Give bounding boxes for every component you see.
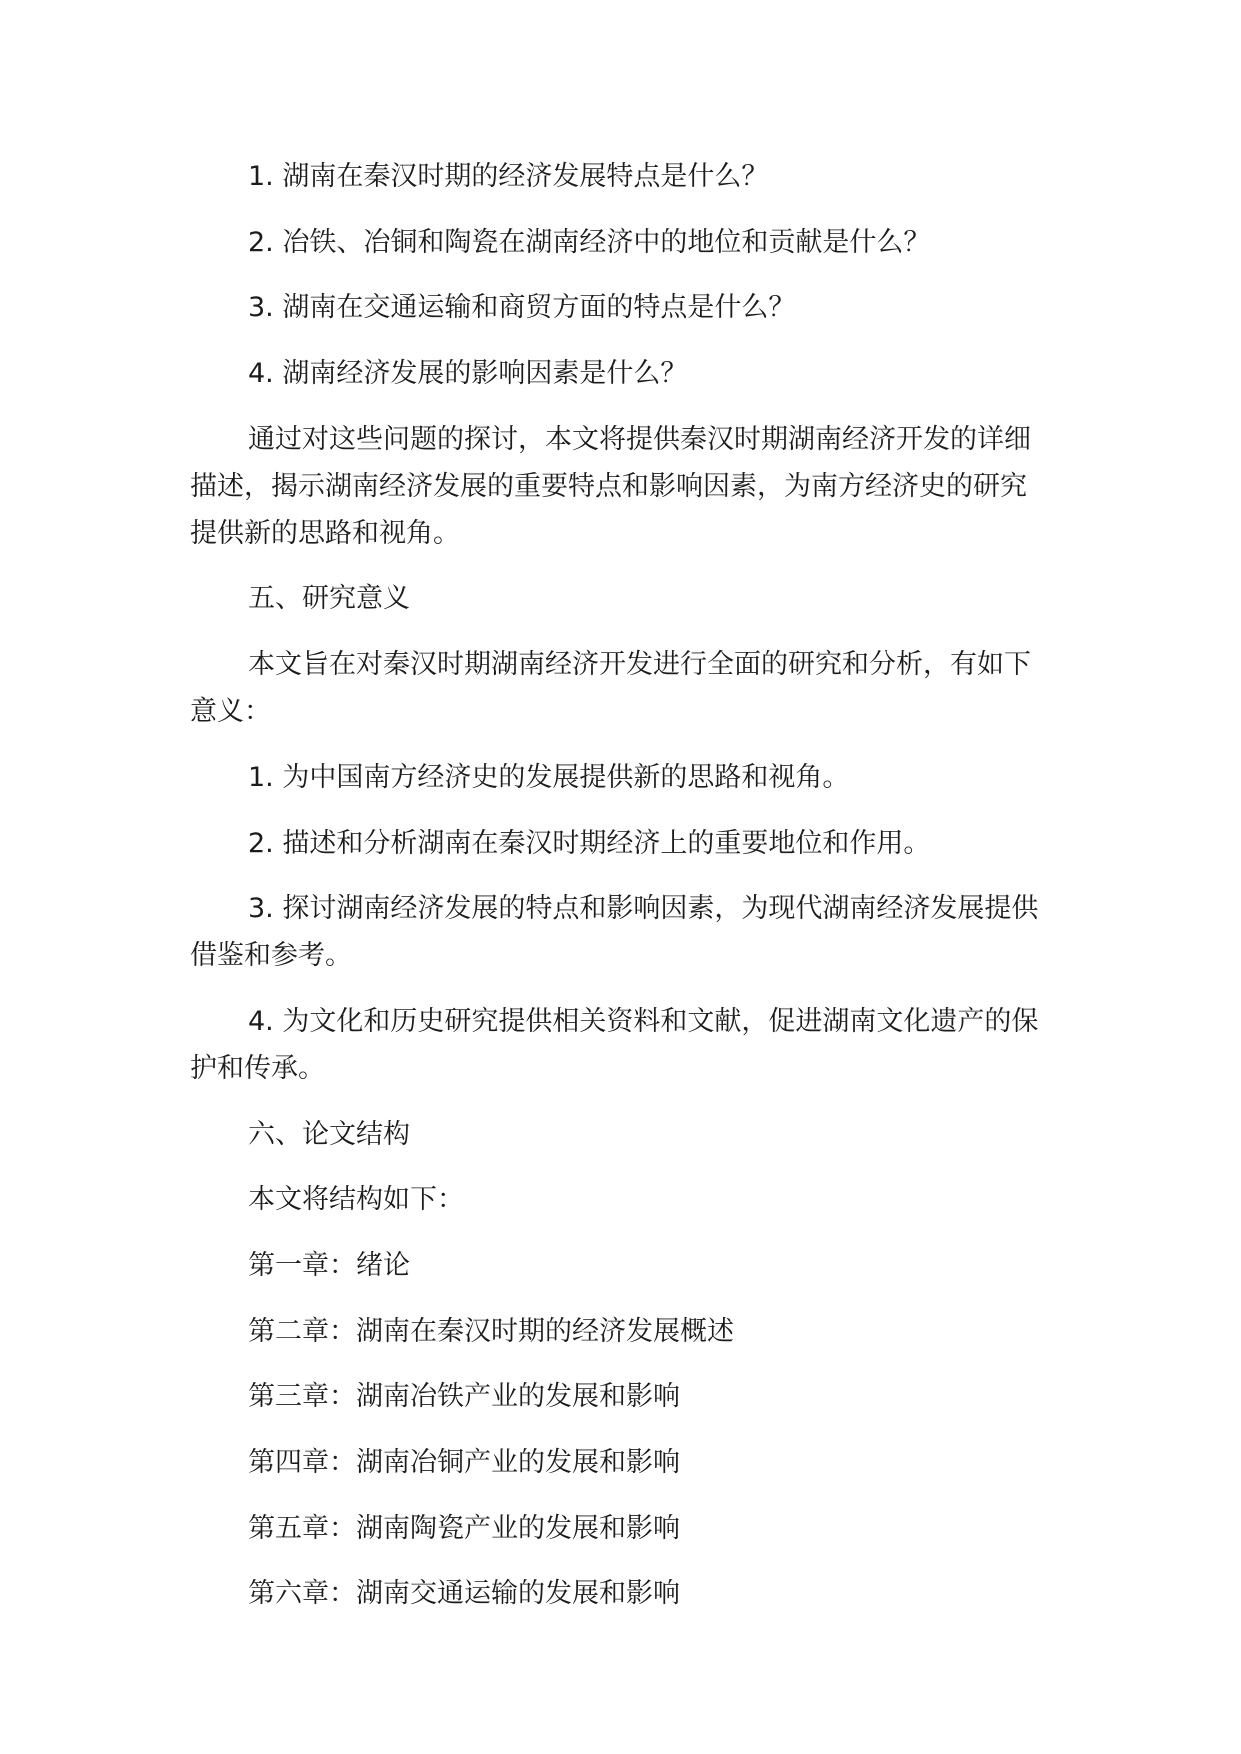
text-line: 第五章：湖南陶瓷产业的发展和影响	[248, 1512, 680, 1544]
text-line: 第三章：湖南冶铁产业的发展和影响	[248, 1381, 680, 1413]
text-line: 1. 湖南在秦汉时期的经济发展特点是什么？	[248, 161, 769, 192]
question-item	[190, 153, 1056, 200]
text-line: 第六章：湖南交通运输的发展和影响	[248, 1578, 680, 1610]
text-line: 五、研究意义	[248, 583, 410, 615]
significance-item	[190, 885, 1056, 979]
text-line: 3. 湖南在交通运输和商贸方面的特点是什么？	[248, 292, 796, 324]
text-line: 护和传承。	[190, 1052, 325, 1084]
text-line: 2. 冶铁、冶铜和陶瓷在湖南经济中的地位和贡献是什么？	[248, 226, 931, 258]
text-line: 2. 描述和分析湖南在秦汉时期经济上的重要地位和作用。	[248, 827, 931, 859]
text-line: 4. 湖南经济发展的影响因素是什么？	[248, 358, 688, 390]
text-line: 描述，揭示湖南经济发展的重要特点和影响因素，为南方经济史的研究	[190, 470, 1027, 502]
chapter-item	[190, 1373, 1056, 1420]
significance-item	[190, 754, 1056, 801]
text-line: 本文旨在对秦汉时期湖南经济开发进行全面的研究和分析，有如下	[248, 649, 1031, 681]
document-body	[190, 153, 1056, 1636]
text-line: 第二章：湖南在秦汉时期的经济发展概述	[248, 1315, 734, 1347]
chapter-item	[190, 1505, 1056, 1552]
question-item	[190, 219, 1056, 266]
text-line: 六、论文结构	[248, 1118, 410, 1150]
text-line: 提供新的思路和视角。	[190, 517, 460, 549]
body-paragraph	[190, 416, 1056, 557]
text-line: 本文将结构如下：	[248, 1184, 464, 1216]
text-line: 第一章：绪论	[248, 1249, 410, 1281]
question-item	[190, 350, 1056, 397]
body-paragraph	[190, 641, 1056, 735]
significance-item	[190, 998, 1056, 1092]
text-line: 4. 为文化和历史研究提供相关资料和文献，促进湖南文化遗产的保	[248, 1005, 1039, 1037]
significance-item	[190, 820, 1056, 867]
section-heading	[190, 1111, 1056, 1158]
text-line: 通过对这些问题的探讨，本文将提供秦汉时期湖南经济开发的详细	[248, 423, 1031, 455]
text-line: 1. 为中国南方经济史的发展提供新的思路和视角。	[248, 761, 850, 793]
text-line: 意义：	[190, 696, 271, 728]
question-item	[190, 284, 1056, 331]
chapter-item	[190, 1242, 1056, 1289]
chapter-item	[190, 1439, 1056, 1486]
text-line: 第四章：湖南冶铜产业的发展和影响	[248, 1447, 680, 1478]
text-line: 借鉴和参考。	[190, 940, 352, 972]
chapter-item	[190, 1570, 1056, 1617]
chapter-item	[190, 1308, 1056, 1355]
body-paragraph	[190, 1176, 1056, 1223]
text-line: 3. 探讨湖南经济发展的特点和影响因素，为现代湖南经济发展提供	[248, 893, 1039, 925]
section-heading	[190, 575, 1056, 622]
